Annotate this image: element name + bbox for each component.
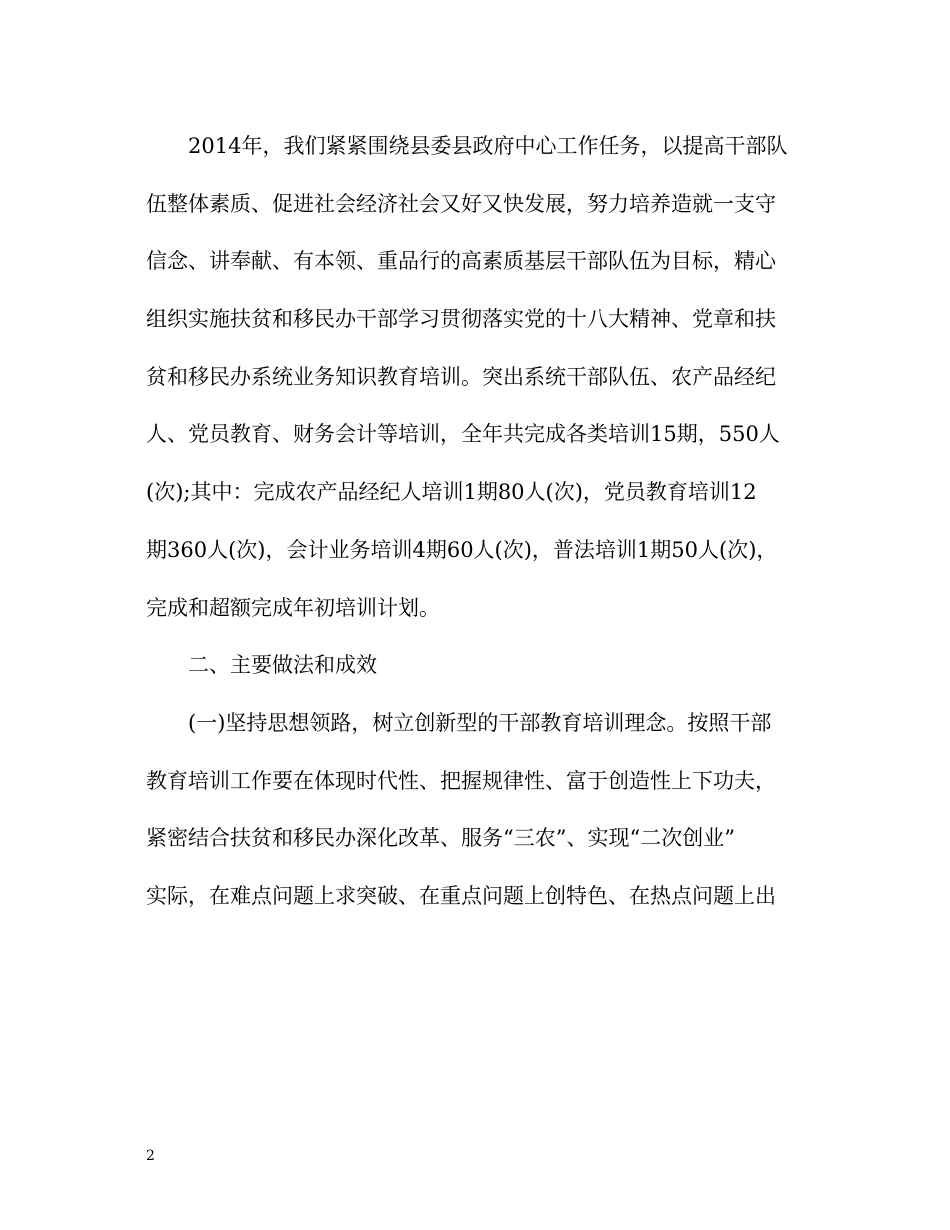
- paragraph-line: 实际，在难点问题上求突破、在重点问题上创特色、在热点问题上出: [146, 883, 776, 908]
- paragraph-line: 信念、讲奉献、有本领、重品行的高素质基层干部队伍为目标，精心: [146, 249, 776, 274]
- paragraph-line: 教育培训工作要在体现时代性、把握规律性、富于创造性上下功夫，: [146, 768, 776, 793]
- page-number: 2: [146, 1148, 155, 1164]
- paragraph-line: 伍整体素质、促进社会经济社会又好又快发展，努力培养造就一支守: [146, 191, 776, 216]
- paragraph-line: 紧密结合扶贫和移民办深化改革、服务“三农”、实现“二次创业”: [146, 826, 735, 851]
- document-body: [146, 125, 816, 933]
- paragraph-line: 期360人(次)，会计业务培训4期60人(次)，普法培训1期50人(次)，: [146, 537, 778, 562]
- paragraph-line: (次);其中：完成农产品经纪人培训1期80人(次)，党员教育培训12: [146, 480, 757, 505]
- paragraph-line: 2014年，我们紧紧围绕县委县政府中心工作任务，以提高干部队: [188, 134, 788, 158]
- paragraph-line: 人、党员教育、财务会计等培训，全年共完成各类培训15期，550人: [146, 422, 780, 447]
- paragraph-line: 贫和移民办系统业务知识教育培训。突出系统干部队伍、农产品经纪: [146, 364, 776, 389]
- paragraph-line: 完成和超额完成年初培训计划。: [146, 595, 440, 620]
- section-heading: 二、主要做法和成效: [188, 653, 377, 678]
- paragraph-line: (一)坚持思想领路，树立创新型的干部教育培训理念。按照干部: [188, 710, 772, 735]
- paragraph-line: 组织实施扶贫和移民办干部学习贯彻落实党的十八大精神、党章和扶: [146, 307, 776, 332]
